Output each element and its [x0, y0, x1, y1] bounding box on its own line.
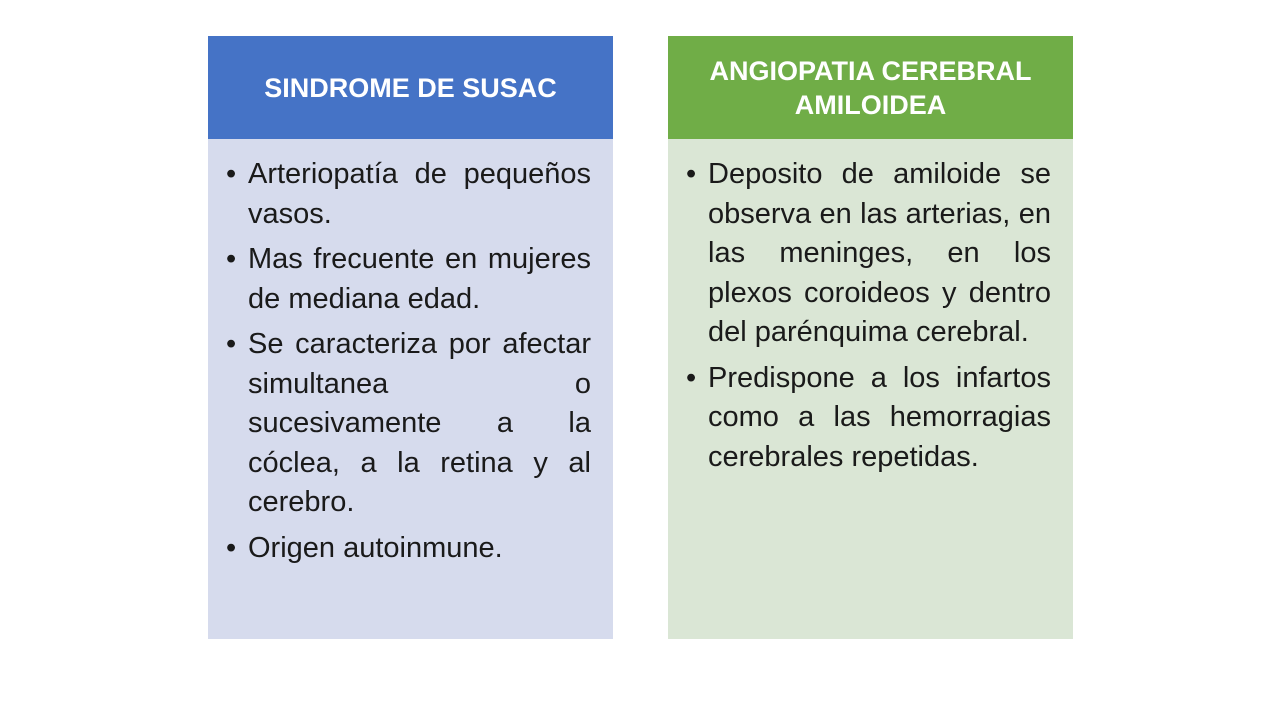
susac-card-title: SINDROME DE SUSAC	[208, 36, 613, 139]
bullet-item: • Origen autoinmune.	[226, 529, 591, 569]
susac-bullet-list	[226, 155, 591, 568]
bullet-item: • Deposito de amiloide se observa en las arterias, en las meninges, en los plexos coroideos y dentro del parénquima cerebral.	[686, 155, 1051, 353]
susac-syndrome-card	[208, 36, 613, 639]
bullet-item: • Se caracteriza por afectar simultanea o sucesivamente a la cóclea, a la retina y al cerebro.	[226, 325, 591, 523]
bullet-item: • Arteriopatía de pequeños vasos.	[226, 155, 591, 234]
amyloid-card-title: ANGIOPATIA CEREBRAL AMILOIDEA	[668, 36, 1073, 139]
bullet-item: • Predispone a los infartos como a las hemorragias cerebrales repetidas.	[686, 359, 1051, 478]
susac-card-body	[208, 139, 613, 568]
amyloid-card-body	[668, 139, 1073, 477]
cerebral-amyloid-angiopathy-card	[668, 36, 1073, 639]
bullet-item: • Mas frecuente en mujeres de mediana edad.	[226, 240, 591, 319]
amyloid-bullet-list	[686, 155, 1051, 477]
